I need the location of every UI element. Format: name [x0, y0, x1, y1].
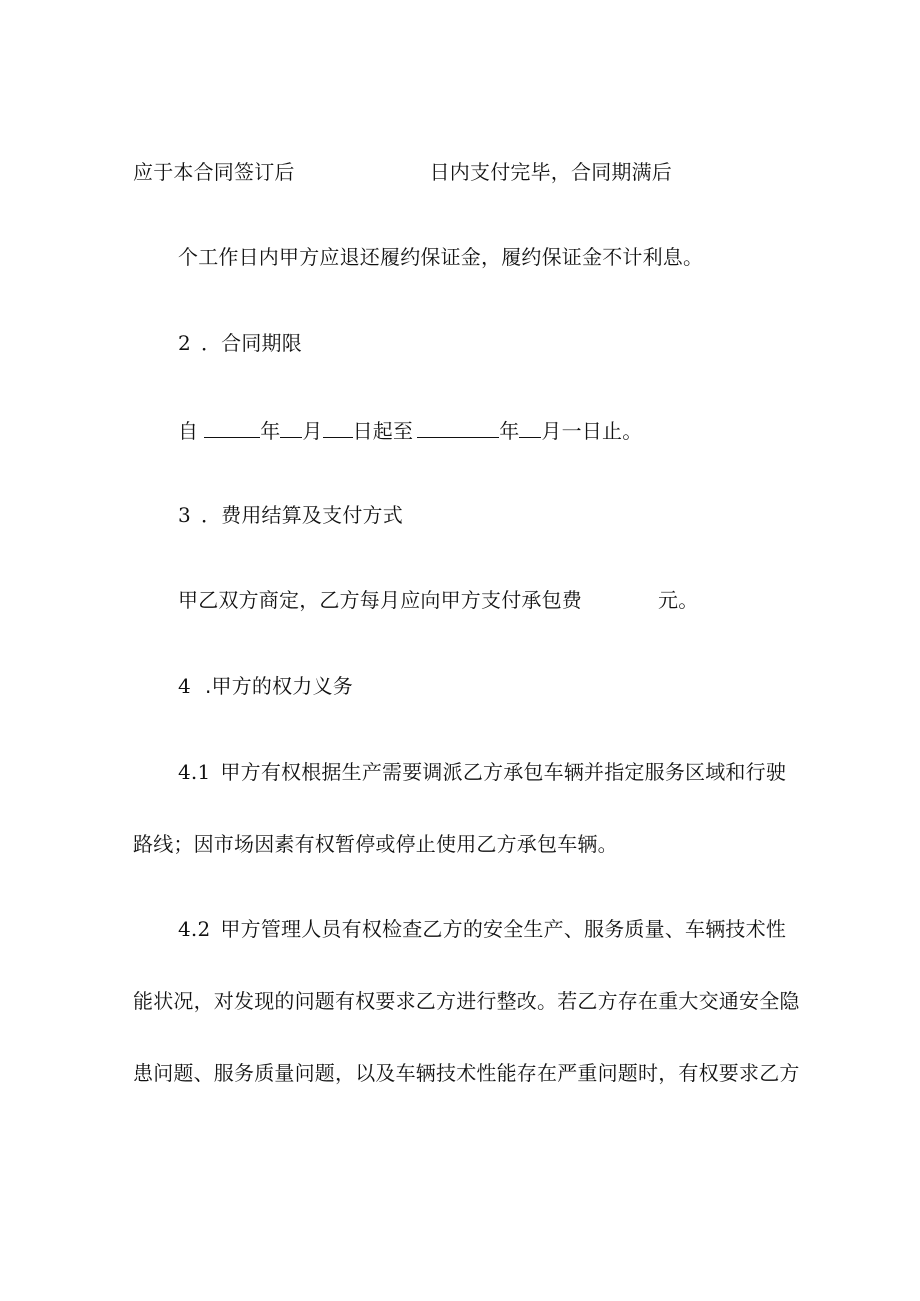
deposit-payment-text-a: 应于本合同签订后 [133, 160, 295, 184]
section-2-title: ．合同期限 [200, 331, 302, 355]
clause-4-1-line-2 [133, 832, 618, 856]
term-year1: 年 [260, 419, 281, 443]
paragraph-deposit-refund [178, 245, 703, 269]
clause-4-1-text-1: 甲方有权根据生产需要调派乙方承包车辆并指定服务区域和行驶 [220, 760, 787, 784]
deposit-payment-text-b: 日内支付完毕，合同期满后 [429, 160, 673, 184]
clause-4-1-text-2: 路线；因市场因素有权暂停或停止使用乙方承包车辆。 [133, 832, 618, 856]
clause-4-2-line-1 [178, 917, 786, 941]
clause-4-2-text-3: 患问题、服务质量问题，以及车辆技术性能存在严重问题时，有权要求乙方 [133, 1061, 800, 1085]
section-4-heading [178, 674, 353, 698]
fee-line [178, 588, 698, 612]
clause-4-2-text-1: 甲方管理人员有权检查乙方的安全生产、服务质量、车辆技术性 [220, 917, 787, 941]
term-month2: 月一日止。 [541, 419, 643, 443]
term-year2: 年 [499, 419, 520, 443]
year-end-blank [417, 419, 499, 438]
deposit-refund-text: 个工作日内甲方应退还履约保证金，履约保证金不计利息。 [178, 245, 704, 269]
day-start-blank [323, 419, 353, 438]
section-4-title: .甲方的权力义务 [204, 674, 353, 698]
section-3-heading [178, 503, 403, 527]
section-2-heading [178, 331, 302, 355]
clause-4-2-number: 4.2 [178, 917, 211, 941]
clause-4-1-number: 4.1 [178, 760, 211, 784]
section-2-number: 2 [178, 331, 191, 355]
term-month1: 月 [302, 419, 323, 443]
term-from: 自 [178, 419, 199, 443]
clause-4-2-line-2 [133, 989, 800, 1013]
clause-4-2-line-3 [133, 1061, 800, 1085]
clause-4-1-line-1 [178, 760, 786, 784]
contract-term-line [178, 419, 642, 443]
clause-4-2-text-2: 能状况，对发现的问题有权要求乙方进行整改。若乙方存在重大交通安全隐 [133, 989, 800, 1013]
month-start-blank [280, 419, 302, 438]
month-end-blank [519, 419, 541, 438]
section-3-title: ．费用结算及支付方式 [200, 503, 403, 527]
section-3-number: 3 [178, 503, 191, 527]
fee-text: 甲乙双方商定，乙方每月应向甲方支付承包费 [178, 588, 582, 612]
term-day1: 日起至 [352, 419, 414, 443]
paragraph-deposit-payment [133, 160, 672, 184]
fee-unit: 元。 [658, 588, 699, 612]
section-4-number: 4 [178, 674, 191, 698]
year-start-blank [204, 419, 260, 438]
